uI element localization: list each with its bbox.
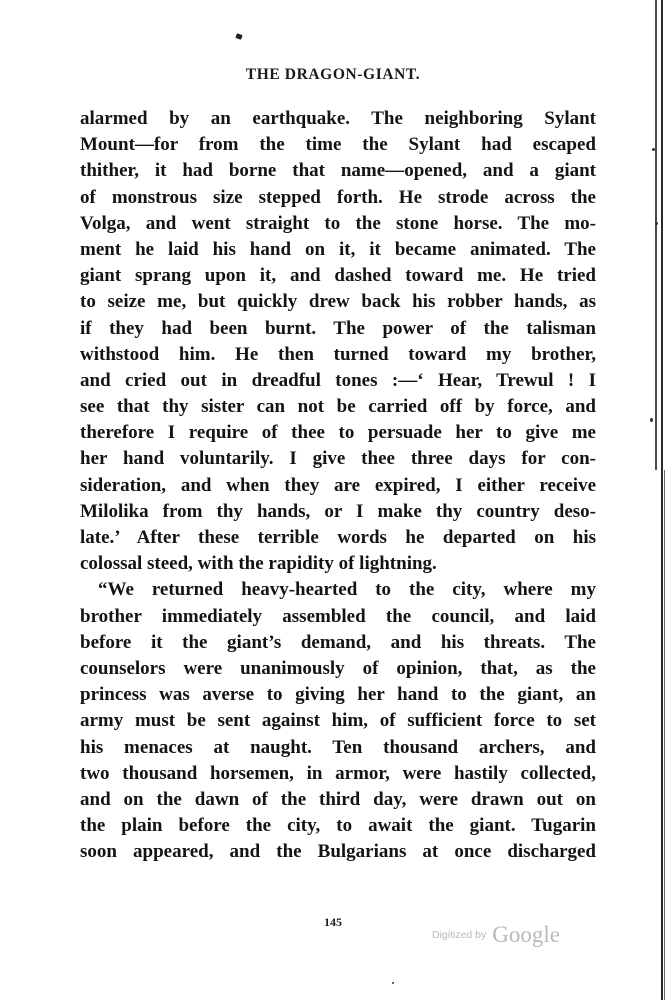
ink-speck <box>652 148 655 151</box>
text-line: if they had been burnt. The power of the talisman <box>80 317 596 339</box>
digitized-watermark <box>432 922 560 948</box>
text-line: ment he laid his hand on it, it became animated. The <box>80 238 596 260</box>
text-line: and on the dawn of the third day, were drawn out on <box>80 788 596 810</box>
page-edge-line <box>661 0 663 1000</box>
text-line: army must be sent against him, of sufficient force to set <box>80 710 596 732</box>
text-line: giant sprang upon it, and dashed toward me. He tried <box>80 265 596 287</box>
text-line: princess was averse to giving her hand to the giant, an <box>80 684 596 706</box>
text-line: the plain before the city, to await the giant. Tugarin <box>80 815 596 837</box>
text-line: soon appeared, and the Bulgarians at once discharged <box>80 841 596 863</box>
text-line: two thousand horsemen, in armor, were hastily collected, <box>80 762 596 784</box>
text-line: before it the giant’s demand, and his threats. The <box>80 631 596 653</box>
text-line: his menaces at naught. Ten thousand archers, and <box>80 736 596 758</box>
text-line: brother immediately assembled the council, and laid <box>80 605 596 627</box>
text-line: therefore I require of thee to persuade her to give me <box>80 422 596 444</box>
text-line: colossal steed, with the rapidity of lightning. <box>80 553 437 575</box>
page-number: 145 <box>324 915 342 929</box>
text-line: see that thy sister can not be carried off by force, and <box>80 396 596 418</box>
text-line: Mount—for from the time the Sylant had escaped <box>80 134 596 156</box>
text-line: alarmed by an earthquake. The neighboring Sylant <box>80 108 596 129</box>
text-line: to seize me, but quickly drew back his robber hands, as <box>80 291 596 313</box>
text-line: thither, it had borne that name—opened, and a giant <box>80 160 596 182</box>
body-text <box>80 106 596 865</box>
text-line: sideration, and when they are expired, I either receive <box>80 474 596 496</box>
text-line: and cried out in dreadful tones :—‘ Hear, Trewul ! I <box>80 369 596 391</box>
ink-mark <box>235 33 242 40</box>
text-line: Volga, and went straight to the stone horse. The mo- <box>80 212 596 234</box>
text-line: late.’ After these terrible words he departed on his <box>80 527 596 548</box>
watermark-prefix: Digitized by <box>432 929 487 941</box>
running-head: THE DRAGON-GIANT. <box>245 66 421 83</box>
text-line: of monstrous size stepped forth. He strode across the <box>80 186 596 208</box>
text-line: withstood him. He then turned toward my brother, <box>80 343 596 365</box>
text-line: “We returned heavy-hearted to the city, where my <box>98 579 596 601</box>
google-logo: Google <box>492 922 560 947</box>
page-edge-line <box>664 470 665 1000</box>
text-line: Milolika from thy hands, or I make thy country deso- <box>80 500 596 522</box>
ink-speck <box>650 418 653 422</box>
text-line: her hand voluntarily. I give thee three days for con- <box>80 448 596 470</box>
page-edge-line <box>655 0 657 470</box>
ink-speck <box>655 222 658 225</box>
text-line: counselors were unanimously of opinion, that, as the <box>80 657 596 679</box>
ink-speck <box>392 982 394 984</box>
